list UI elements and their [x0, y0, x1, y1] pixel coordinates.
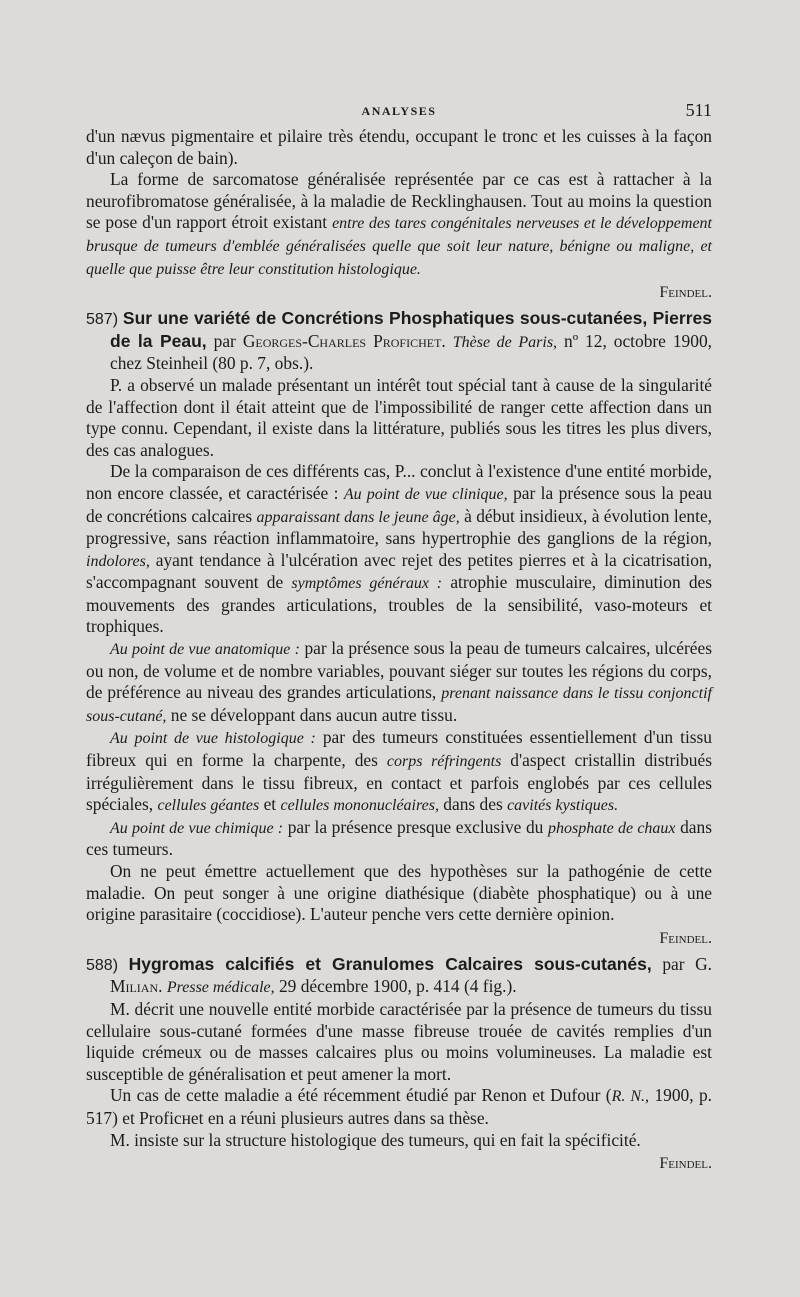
body-paragraph: M. insiste sur la structure histologique des tumeurs, qui en fait la spécificité.: [110, 1129, 641, 1150]
body-paragraph: P. a observé un malade présentant un intérêt tout spécial tant à cause de la singularité de l'affection dont il était atteint que de l'impossibilité de ranger cette affection dans un type connu. Cependant, il existe dans la littérature, publiés sous les titres les plus divers, des cas analogues.: [86, 374, 712, 460]
continuation-paragraph: d'un nævus pigmentaire et pilaire très étendu, occupant le tronc et les cuisses à la façon d'un caleçon de bain).: [86, 126, 712, 168]
body-paragraph: De la comparaison de ces différents cas, P... conclut à l'existence d'une entité morbide, non encore classée, et caractérisée : Au point de vue clinique, par la présence sous la peau de concrétions calcaires apparaissant dans le jeune âge, à début insidieux, à évolution lente, progressive, sans réaction inflammatoire, sans hypertrophie des ganglions de la région, indolores, ayant tendance à l'ulcération avec rejet des petites pierres et à la cicatrisation, s'accompagnant souvent de symptômes généraux : atrophie musculaire, diminution des mouvements des grandes articulations, troubles de la sensibilité, vaso-moteurs et trophiques.: [86, 461, 713, 637]
continuation-paragraph: La forme de sarcomatose généralisée représentée par ce cas est à rattacher à la neurofibromatose généralisée, à la maladie de Recklinghausen. Tout au moins la question se pose d'un rapport étroit existant entre des tares congénitales nerveuses et le développement brusque de tumeurs d'emblée généralisées quelle que soit leur nature, bénigne ou maligne, et quelle que puisse être leur constitution histologique.: [86, 169, 713, 278]
entry-author: Georges-Charles Proficнet: [242, 330, 442, 351]
page-number: 511: [685, 100, 712, 120]
signature: Feindel.: [659, 1155, 712, 1173]
signature: Feindel.: [659, 284, 712, 302]
body-paragraph: Un cas de cette maladie a été récemment étudié par Renon et Dufour (R. N., 1900, p. 517) et Proficнet en a réuni plusieurs autres dans sa thèse.: [86, 1085, 712, 1128]
body-paragraph: Au point de vue chimique : par la présence presque exclusive du phosphate de chaux dans ces tumeurs.: [86, 816, 712, 860]
entry-heading-587: 587) Sur une variété de Concrétions Phosphatiques sous-cutanées, Pierres de la Peau, par Georges-Charles Proficнet. Thèse de Paris, nº 12, octobre 1900, chez Steinheil (80 p. 7, obs.).: [86, 308, 712, 374]
body-paragraph: Au point de vue histologique : par des tumeurs constituées essentiellement d'un tissu fibreux qui en forme la charpente, des corps réfringents d'aspect cristallin distribués irrégulièrement dans le tissu fibreux, en contact et parfois englobés par ces cellules spéciales, cellules géantes et cellules mononucléaires, dans des cavités kystiques.: [86, 727, 713, 815]
body-paragraph: On ne peut émettre actuellement que des hypothèses sur la pathogénie de cette maladie. On peut songer à une origine diathésique (diabète phosphatique) ou à une origine parasitaire (coccidiose). L'auteur penche vers cette dernière opinion.: [86, 861, 712, 925]
entry-title: Sur une variété de Concrétions Phosphatiques sous-cutanées, Pierres de la Peau,: [110, 308, 712, 351]
running-title: ANALYSES: [361, 104, 437, 118]
body-paragraph: Au point de vue anatomique : par la présence sous la peau de tumeurs calcaires, ulcérées ou non, de volume et de nombre variables, pouvant siéger sur toutes les régions du corps, de préférence au niveau des grandes articulations, prenant naissance dans le tissu conjonctif sous-cutané, ne se développant dans aucun autre tissu.: [86, 638, 712, 725]
running-header: [86, 100, 712, 126]
entry-title: Hygromas calcifiés et Granulomes Calcaires sous-cutanés,: [128, 953, 652, 974]
body-paragraph: M. décrit une nouvelle entité morbide caractérisée par la présence de tumeurs du tissu cellulaire sous-cutané formées d'une masse fibreuse trouée de cavités remplies d'un liquide crémeux ou de masses calcaires plus ou moins volumineuses. La maladie est susceptible de généralisation et peut amener la mort.: [86, 998, 712, 1084]
entry-author: G. Milian: [110, 953, 712, 997]
entry-heading-588: 588) Hygromas calcifiés et Granulomes Calcaires sous-cutanés, par G. Milian. Presse médicale, 29 décembre 1900, p. 414 (4 fig.).: [86, 953, 712, 997]
signature: Feindel.: [659, 929, 712, 947]
